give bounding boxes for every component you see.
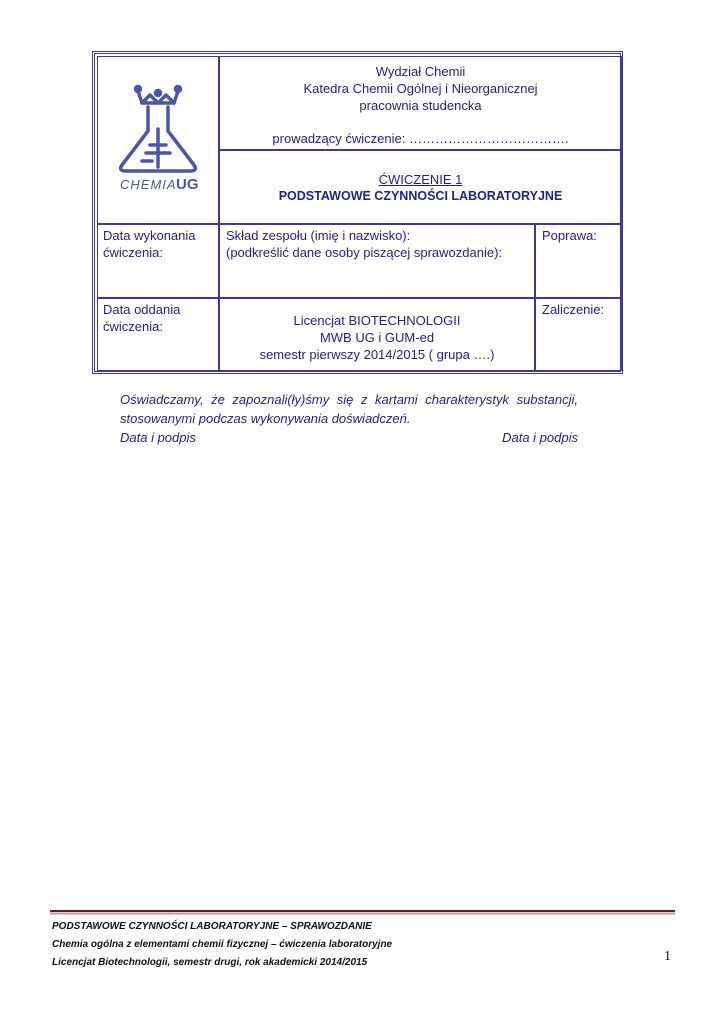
safety-statement [120, 390, 578, 447]
exercise-title: PODSTAWOWE CZYNNOŚCI LABORATORYJNE [278, 189, 563, 203]
signature-left: Data i podpis [120, 430, 196, 445]
footer-rule [50, 910, 675, 915]
pass-cell [535, 298, 622, 371]
team-label: Skład zespołu (imię i nazwisko): [226, 228, 411, 243]
correction-label: Poprawa: [542, 228, 597, 243]
logo-text: CHEMIA [120, 177, 177, 192]
date-return-label: Data oddania [103, 302, 181, 317]
logo-cell [97, 56, 219, 224]
statement-line-1: Oświadczamy, że zapoznali(ły)śmy się z kartami charakterystyk substancji, [120, 392, 578, 407]
date-done-cell [97, 224, 219, 298]
lab-name: pracownia studencka [359, 98, 482, 113]
chair-name: Katedra Chemii Ogólnej i Nieorganicznej [303, 81, 538, 96]
chemia-ug-logo [98, 57, 216, 221]
course-semester: semestr pierwszy 2014/2015 ( grupa ….) [259, 347, 495, 362]
exercise-cell [219, 150, 622, 224]
footer-title: PODSTAWOWE CZYNNOŚCI LABORATORYJNE – SPRAWOZDANIE [52, 921, 372, 932]
date-done-label: Data wykonania [103, 228, 196, 243]
svg-text:UG: UG [176, 176, 199, 193]
report-header-table [92, 51, 623, 374]
page-footer [52, 918, 392, 972]
signature-right: Data i podpis [502, 430, 578, 445]
team-cell [219, 224, 535, 298]
signature-row [120, 428, 578, 447]
course-faculty: MWB UG i GUM-ed [319, 330, 435, 345]
page-number: 1 [664, 949, 671, 964]
course-program: Licencjat BIOTECHNOLOGII [293, 313, 461, 328]
pass-label: Zaliczenie: [542, 302, 605, 317]
date-return-cell [97, 298, 219, 371]
instructor-field: prowadzący ćwiczenie: ………………………………. [272, 131, 569, 146]
date-done-label-2: ćwiczenia: [103, 245, 163, 260]
department-cell [219, 56, 622, 150]
footer-program: Licencjat Biotechnologii, semestr drugi, rok akademicki 2014/2015 [52, 957, 368, 968]
exercise-number: ĆWICZENIE 1 [378, 172, 463, 187]
date-return-label-2: ćwiczenia: [103, 319, 163, 334]
team-note: (podkreślić dane osoby piszącej sprawozdanie): [226, 245, 503, 260]
course-cell [219, 298, 535, 371]
footer-course: Chemia ogólna z elementami chemii fizycznej – ćwiczenia laboratoryjne [52, 939, 393, 950]
statement-line-2: stosowanymi podczas wykonywania doświadczeń. [120, 411, 411, 426]
department-name: Wydział Chemii [375, 64, 466, 79]
correction-cell [535, 224, 622, 298]
